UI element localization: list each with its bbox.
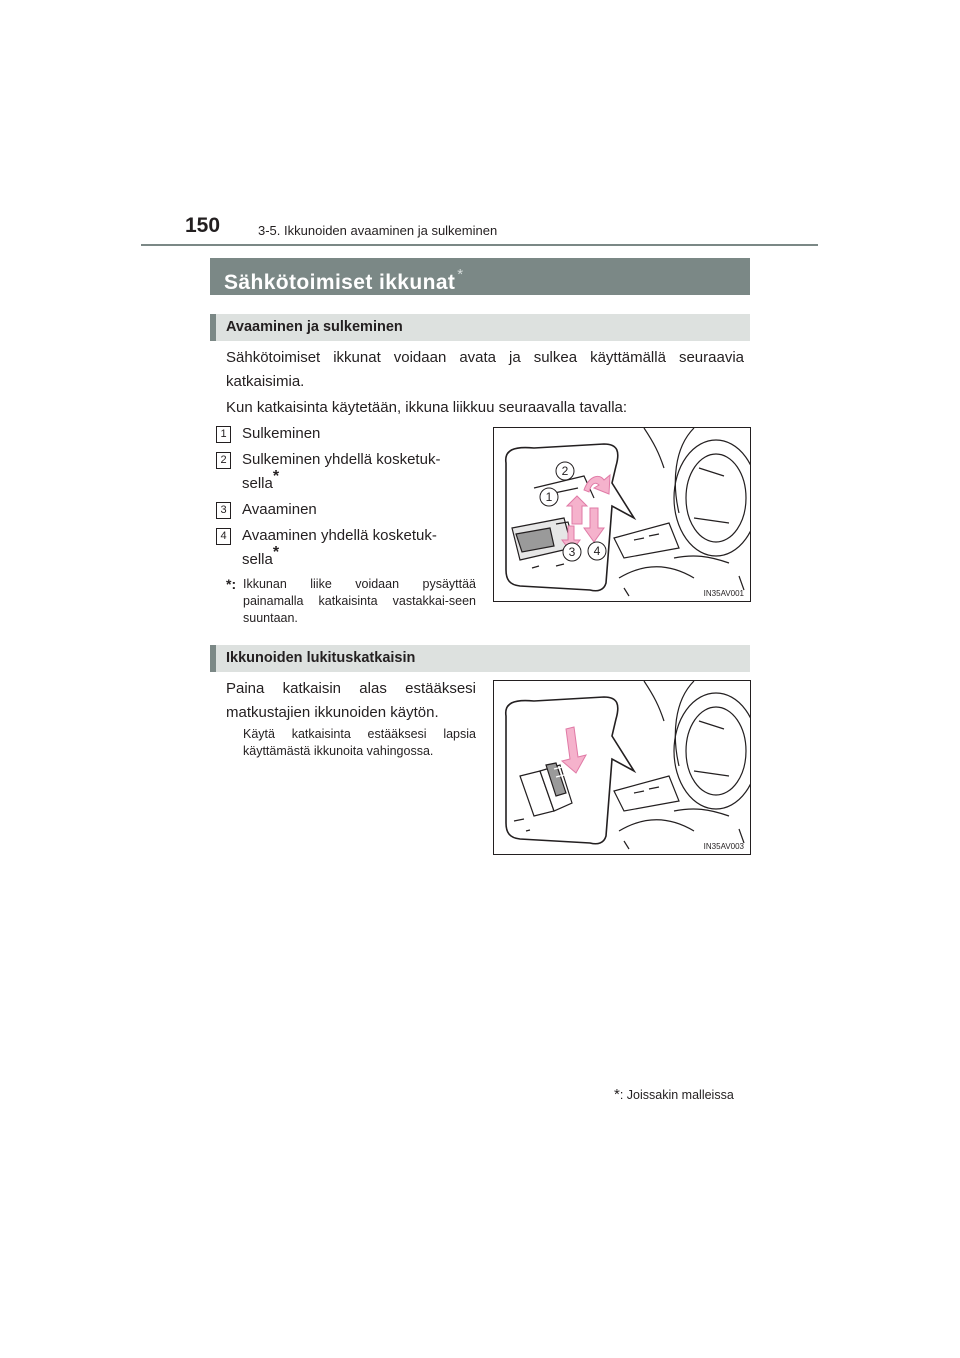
list-number-2: 2	[216, 452, 231, 469]
list-item-line: Avaaminen yhdellä kosketuk-	[242, 527, 437, 544]
list-item-line: sella*	[242, 544, 280, 568]
callout-1: 1	[545, 490, 553, 504]
page-title	[210, 258, 750, 295]
section-heading-opening-closing: Avaaminen ja sulkeminen	[210, 314, 750, 341]
page-title-text: Sähkötoimiset ikkunat	[224, 271, 456, 294]
header-divider	[141, 244, 818, 246]
callout-3: 3	[568, 545, 576, 559]
list-item-line: sella*	[242, 468, 280, 492]
callout-4: 4	[593, 544, 601, 558]
footnote-star: *	[272, 468, 280, 485]
figure-code: IN35AV003	[703, 842, 744, 851]
page-number: 150	[185, 214, 221, 237]
list-number-1: 1	[216, 426, 231, 443]
list-item-one-touch-closing	[242, 448, 476, 496]
intro-paragraph: Sähkötoimiset ikkunat voidaan avata ja sulkea käyttämällä seuraavia katkaisimia.	[226, 349, 744, 390]
lock-switch-note: Käytä katkaisinta estääksesi lapsia käyttämästä ikkunoita vahingossa.	[243, 727, 476, 758]
footnote-star: *	[614, 1086, 620, 1103]
note-mark: *:	[226, 576, 237, 592]
list-number-4: 4	[216, 528, 231, 545]
footnote-star: *	[272, 544, 280, 561]
list-item-one-touch-opening	[242, 524, 476, 572]
section-breadcrumb: 3-5. Ikkunoiden avaaminen ja sulkeminen	[258, 223, 498, 238]
list-item-opening: Avaaminen	[242, 501, 317, 518]
list-item-line: Sulkeminen yhdellä kosketuk-	[242, 451, 441, 468]
title-footnote-mark: *	[457, 266, 464, 283]
list-item-closing: Sulkeminen	[242, 425, 321, 442]
interrupt-note: Ikkunan liike voidaan pysäyttää painamalla katkaisinta vastakkai-seen suuntaan.	[243, 577, 476, 625]
section-heading-lock-switch: Ikkunoiden lukituskatkaisin	[210, 645, 750, 672]
callout-2: 2	[561, 464, 569, 478]
lock-switch-illustration	[494, 681, 750, 854]
lock-switch-paragraph: Paina katkaisin alas estääksesi matkustajien ikkunoiden käytön.	[226, 680, 476, 721]
list-number-3: 3	[216, 502, 231, 519]
figure-code: IN35AV001	[703, 589, 744, 598]
window-switch-illustration	[494, 428, 750, 601]
lock-switch-figure	[493, 680, 751, 855]
footnote	[614, 1086, 734, 1103]
footnote-text: : Joissakin malleissa	[619, 1088, 734, 1102]
lead-paragraph: Kun katkaisinta käytetään, ikkuna liikkuu seuraavalla tavalla:	[226, 399, 628, 416]
window-switch-figure	[493, 427, 751, 602]
